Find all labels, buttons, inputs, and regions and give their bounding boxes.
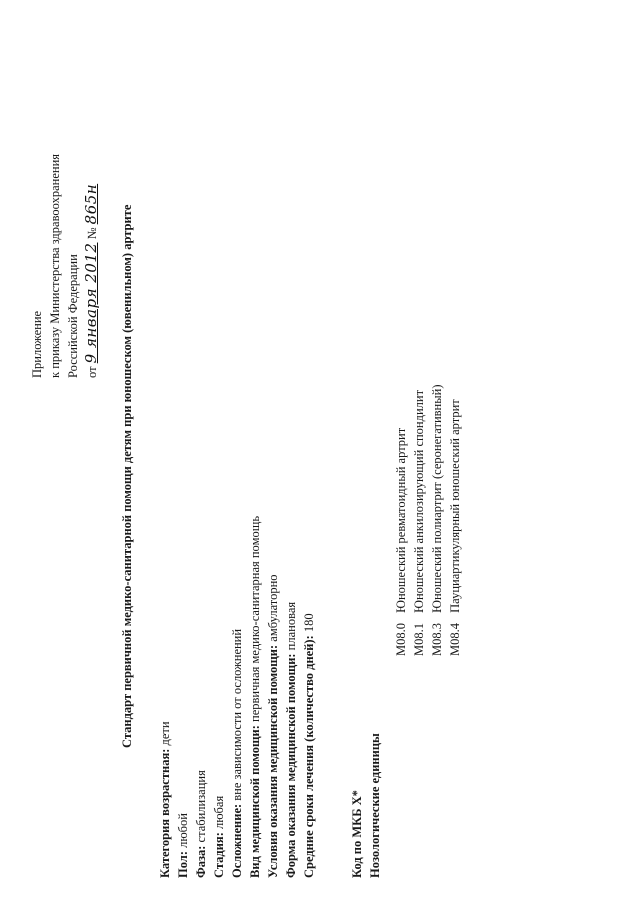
meta-value: дети [158,721,172,746]
diagnosis-row [394,428,408,656]
appendix-label: Приложение [30,310,44,378]
diagnosis-code: M08.3 [430,623,444,656]
handwritten-date: 9 января 2012 [82,242,100,364]
nosology-heading: Нозологические единицы [368,733,382,878]
meta-phase [194,770,208,878]
diagnosis-row [448,399,462,656]
diagnosis-code: M08.4 [448,623,462,656]
meta-age-category [158,721,172,878]
icd-heading: Код по МКБ X* [350,790,364,878]
meta-treatment-duration [302,613,316,878]
meta-label: Осложнение: [230,803,244,878]
diagnosis-row [430,385,444,657]
meta-care-form [284,602,298,878]
order-reference: к приказу Министерства здравоохранения [48,153,62,378]
meta-value: 180 [302,613,316,633]
meta-label: Фаза: [194,845,208,878]
meta-value: амбулаторно [266,574,280,642]
meta-label: Категория возрастная: [158,748,172,878]
order-date-number [84,184,99,378]
meta-label: Вид медицинской помощи: [248,725,262,878]
number-label: № [85,227,99,240]
meta-complication [230,629,244,878]
diagnosis-name: Юношеский полиартрит (серонегативный) [430,384,444,613]
diagnosis-row [412,390,426,656]
meta-value: вне зависимости от осложнений [230,628,244,801]
meta-care-conditions [266,574,280,878]
diagnosis-name: Юношеский анкилозирующий спондилит [412,389,426,613]
meta-sex [176,813,190,878]
meta-value: любая [212,795,226,830]
diagnosis-code: M08.0 [394,623,408,656]
meta-value: любой [176,813,190,848]
meta-label: Стадия: [212,832,226,878]
diagnosis-name: Юношеский ревматоидный артрит [394,427,408,613]
federation-label: Российской Федерации [66,254,80,378]
meta-label: Форма оказания медицинской помощи: [284,653,298,878]
meta-stage [212,796,226,878]
meta-care-type [248,516,262,878]
meta-value: стабилизация [194,770,208,843]
meta-label: Условия оказания медицинской помощи: [266,644,280,878]
handwritten-number: 865н [82,183,100,225]
diagnosis-name: Пауциартикулярный юношеский артрит [448,399,462,613]
rotated-document [30,18,610,878]
meta-label: Средние сроки лечения (количество дней): [302,635,316,878]
meta-label: Пол: [176,851,190,878]
meta-value: плановая [284,601,298,651]
document-title: Стандарт первичной медико-санитарной помощи детям при юношеском (ювенильном) артрите [120,204,134,748]
diagnosis-code: M08.1 [412,623,426,656]
date-prefix: от [85,366,99,378]
meta-value: первичная медико-санитарная помощь [248,515,262,722]
